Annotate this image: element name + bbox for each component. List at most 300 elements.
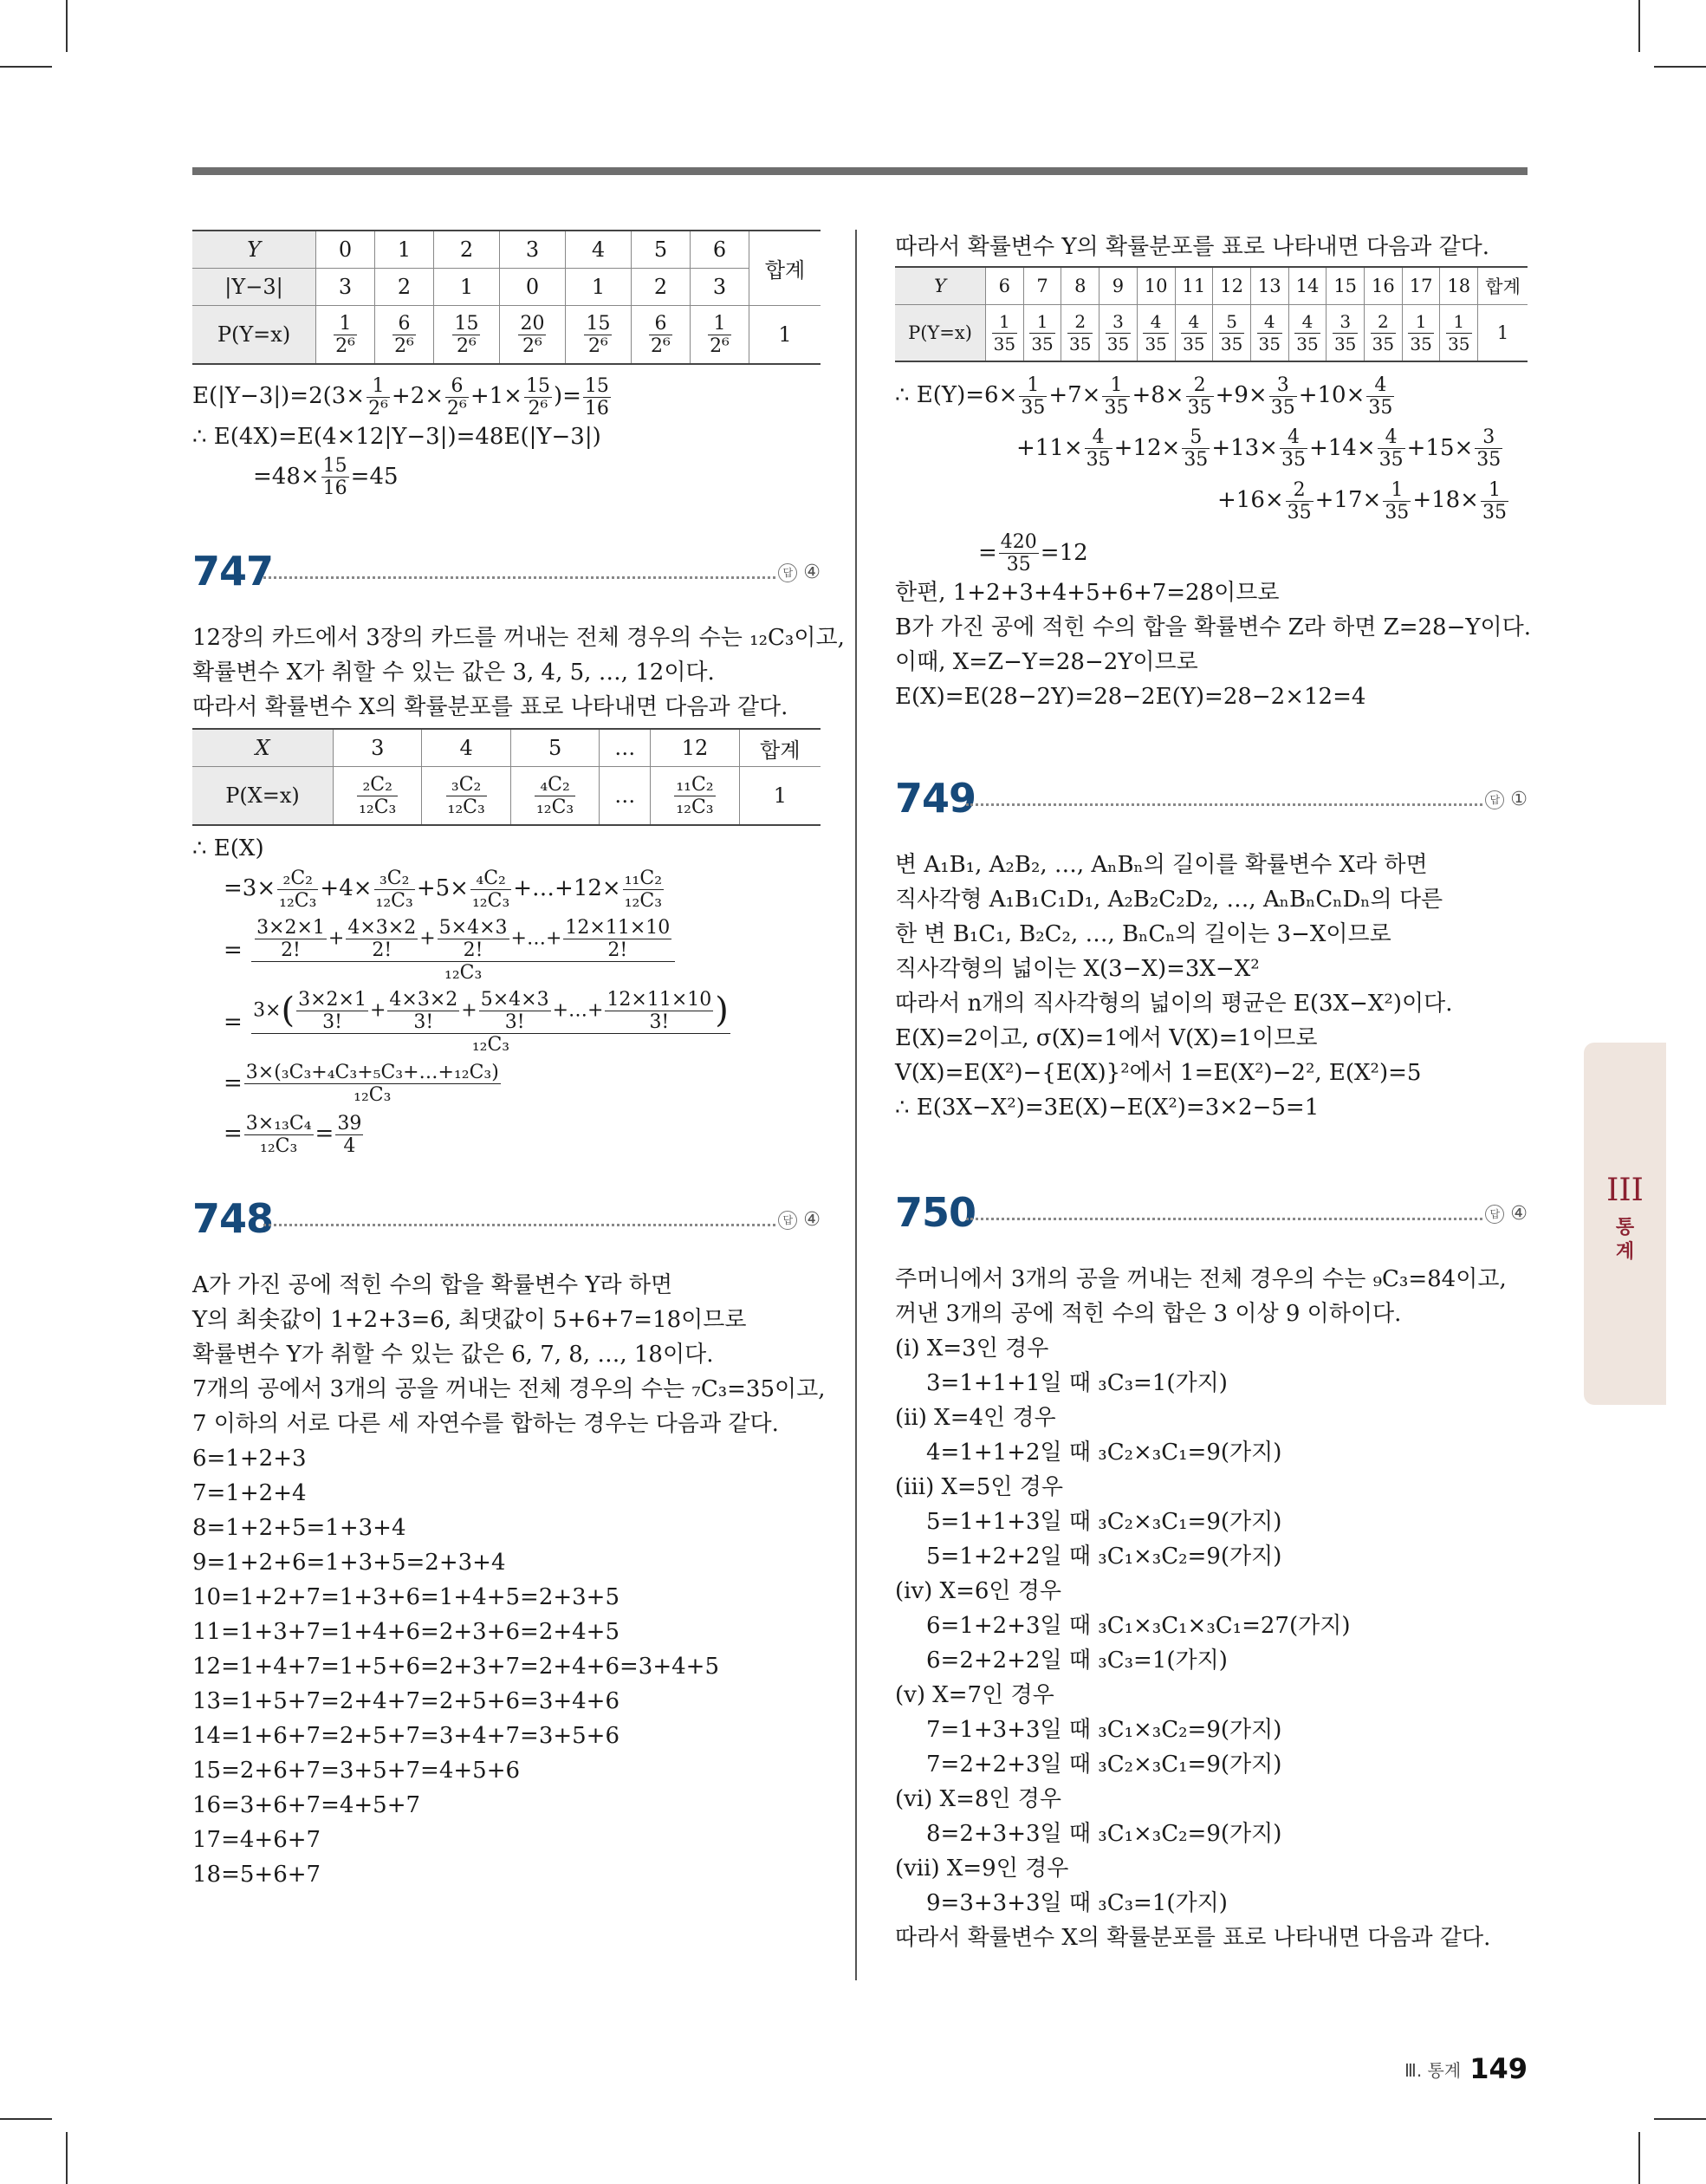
denominator: ₁₂C₃ xyxy=(535,796,574,818)
crop-mark xyxy=(1638,0,1640,52)
table-cell: 3 xyxy=(690,269,749,306)
table-cell xyxy=(334,767,422,826)
table-cell: 16 xyxy=(1365,267,1403,305)
section-header-749 xyxy=(895,775,1528,832)
denominator: 35 xyxy=(1145,333,1167,354)
crop-mark xyxy=(66,2132,68,2184)
numerator: ₂C₂ xyxy=(357,774,398,796)
compound-fraction xyxy=(251,917,675,984)
denominator: 35 xyxy=(1106,333,1130,354)
numerator: ₁₁C₂ xyxy=(676,773,714,796)
crop-mark xyxy=(1654,66,1706,68)
numerator: 3 xyxy=(1106,311,1131,334)
denominator: 35 xyxy=(1333,333,1357,354)
section-header-747 xyxy=(192,548,821,605)
math-text: +15× xyxy=(1406,434,1474,461)
text-line: 9=1+2+6=1+3+5=2+3+4 xyxy=(192,1549,506,1576)
table-cell xyxy=(422,767,510,826)
math-text: =45 xyxy=(350,463,399,490)
numerator: 1 xyxy=(1446,311,1471,334)
section-header-750 xyxy=(895,1189,1528,1246)
numerator: 3 xyxy=(1475,426,1502,449)
math-text: +…+ xyxy=(510,927,562,949)
page-number: 149 xyxy=(1469,2052,1528,2085)
footer-section: Ⅲ. 통계 xyxy=(1404,2059,1462,2081)
denominator: 2! xyxy=(281,939,301,961)
math-text: = xyxy=(224,1069,243,1096)
denominator: 4 xyxy=(343,1134,356,1157)
fraction xyxy=(1366,374,1394,419)
denominator: 35 xyxy=(1476,449,1502,471)
fraction xyxy=(445,375,469,419)
fraction xyxy=(296,989,368,1033)
table-cell: X xyxy=(192,729,334,767)
denominator: ₁₂C₃ xyxy=(471,1033,510,1056)
text-line: 17=4+6+7 xyxy=(192,1826,321,1853)
text-line: 변 A₁B₁, A₂B₂, …, AₙBₙ의 길이를 확률변수 X라 하면 xyxy=(895,852,1428,878)
denominator: 35 xyxy=(1183,333,1205,354)
fraction xyxy=(535,774,575,818)
table-cell: Y xyxy=(192,231,316,269)
denominator: 2⁶ xyxy=(710,335,730,357)
fraction xyxy=(583,375,611,419)
math-line xyxy=(192,454,821,500)
denominator: 3! xyxy=(504,1011,525,1033)
section-number: 747 xyxy=(192,548,274,595)
denominator: ₁₂C₃ xyxy=(676,796,714,818)
text-line: 18=5+6+7 xyxy=(192,1861,321,1888)
numerator: 15 xyxy=(584,374,609,397)
crop-mark xyxy=(66,0,68,52)
numerator: 1 xyxy=(1019,374,1047,397)
denominator: 35 xyxy=(1184,449,1209,471)
numerator: 15 xyxy=(525,374,550,397)
table-cell xyxy=(316,306,375,365)
math-line xyxy=(192,917,821,984)
fraction xyxy=(1408,311,1433,355)
denominator: 35 xyxy=(1270,396,1295,419)
math-text: +13× xyxy=(1211,434,1278,461)
table-cell xyxy=(1175,305,1213,362)
chapter-label: 통계 xyxy=(1615,1217,1635,1263)
math-text: +1× xyxy=(470,383,522,409)
chapter-numeral: III xyxy=(1606,1173,1644,1208)
numerator: 15 xyxy=(322,455,347,477)
math-text: =12 xyxy=(1040,539,1088,566)
numerator: 4 xyxy=(1294,311,1320,334)
text-line: 13=1+5+7=2+4+7=2+5+6=3+4+6 xyxy=(192,1687,620,1714)
text-line: 확률변수 Y가 취할 수 있는 값은 6, 7, 8, …, 18이다. xyxy=(192,1341,714,1368)
numerator xyxy=(251,917,675,962)
case-line: 5=1+2+2일 때 ₃C₁×₃C₂=9(가지) xyxy=(926,1544,1282,1570)
math-text: + xyxy=(461,999,477,1021)
numerator: 4 xyxy=(1181,311,1206,334)
table-cell: 5 xyxy=(510,729,599,767)
answer-value: ④ xyxy=(803,1208,821,1231)
fraction xyxy=(674,774,715,818)
math-text: )= xyxy=(553,383,581,409)
numerator: 15 xyxy=(454,312,479,335)
table-cell: 5 xyxy=(631,231,690,269)
table-cell: 18 xyxy=(1440,267,1478,305)
numerator: 1 xyxy=(1102,374,1130,397)
fraction xyxy=(708,313,731,357)
table-cell: 0 xyxy=(316,231,375,269)
table-cell: 0 xyxy=(499,269,565,306)
denominator: ₁₂C₃ xyxy=(444,961,483,984)
text-line: 10=1+2+7=1+3+6=1+4+5=2+3+5 xyxy=(192,1583,620,1610)
math-line xyxy=(895,478,1528,523)
table-cell xyxy=(1099,305,1138,362)
math-text: +4× xyxy=(320,875,373,901)
math-text: +10× xyxy=(1298,382,1365,408)
table-cell xyxy=(1288,305,1327,362)
fraction xyxy=(524,375,552,419)
table-cell xyxy=(1061,305,1099,362)
dotted-leader xyxy=(263,576,775,579)
numerator: 2 xyxy=(1371,311,1396,334)
fraction xyxy=(1186,374,1214,419)
fraction xyxy=(392,313,416,357)
fraction xyxy=(1294,311,1320,355)
fraction xyxy=(1257,311,1282,355)
denominator: 2⁶ xyxy=(651,335,671,357)
text-line: Y의 최솟값이 1+2+3=6, 최댓값이 5+6+7=18이므로 xyxy=(192,1306,747,1333)
page-footer xyxy=(1404,2052,1528,2085)
math-text: =3× xyxy=(224,875,276,901)
table-cell: 1 xyxy=(749,306,821,365)
numerator: 4 xyxy=(1085,426,1112,449)
numerator: 4×3×2 xyxy=(389,988,458,1011)
denominator: 35 xyxy=(1296,333,1319,354)
text-line: 따라서 확률변수 X의 확률분포를 표로 나타내면 다음과 같다. xyxy=(192,694,788,720)
table-cell: 6 xyxy=(986,267,1024,305)
fraction xyxy=(366,375,390,419)
denominator: 2! xyxy=(463,939,483,961)
numerator: 5 xyxy=(1219,311,1244,334)
section-number: 748 xyxy=(192,1194,274,1242)
header-rule xyxy=(192,167,1528,175)
numerator: 12×11×10 xyxy=(565,916,671,939)
numerator: 6 xyxy=(649,313,672,335)
numerator: 1 xyxy=(992,311,1017,334)
text-line: 한 변 B₁C₁, B₂C₂, …, BₙCₙ의 길이는 3−X이므로 xyxy=(895,921,1391,947)
table-cell: 3 xyxy=(316,269,375,306)
table-cell: 2 xyxy=(433,231,499,269)
fraction xyxy=(1143,311,1168,355)
table-cell xyxy=(433,306,499,365)
fraction xyxy=(1286,479,1314,523)
fraction xyxy=(335,1113,363,1157)
answer-value: ④ xyxy=(803,562,821,583)
answer-icon: 답 xyxy=(1485,790,1504,809)
table-total-header: 합계 xyxy=(749,231,821,306)
fraction xyxy=(605,989,713,1033)
math-text: = xyxy=(224,1121,243,1147)
table-cell: 12 xyxy=(651,729,739,767)
numerator: ₄C₂ xyxy=(535,774,575,796)
numerator: 2 xyxy=(1286,479,1314,502)
case-line: 7=2+2+3일 때 ₃C₂×₃C₁=9(가지) xyxy=(926,1752,1282,1778)
math-line xyxy=(192,989,821,1056)
denominator: ₁₂C₃ xyxy=(447,796,485,818)
text-line: 7 이하의 서로 다른 세 자연수를 합하는 경우는 다음과 같다. xyxy=(192,1410,779,1437)
denominator: 35 xyxy=(1410,333,1432,354)
denominator: 2! xyxy=(607,939,628,961)
math-text: +7× xyxy=(1048,382,1101,408)
answer-value: ④ xyxy=(1510,1203,1528,1225)
fraction xyxy=(649,313,672,357)
table-cell xyxy=(986,305,1024,362)
numerator: 3×₁₃C₄ xyxy=(245,1112,312,1134)
fraction xyxy=(357,774,398,818)
text-line: V(X)=E(X²)−{E(X)}²에서 1=E(X²)−2², E(X²)=5 xyxy=(895,1060,1422,1086)
text-line: 14=1+6+7=2+5+7=3+4+7=3+5+6 xyxy=(192,1722,620,1749)
numerator: 20 xyxy=(520,312,545,335)
math-text: +…+12× xyxy=(513,875,621,901)
table-cell: … xyxy=(600,767,651,826)
fraction xyxy=(563,917,671,961)
math-text: +2× xyxy=(391,383,444,409)
numerator: 39 xyxy=(337,1112,362,1134)
numerator: ₂C₂ xyxy=(277,868,318,890)
dotted-leader xyxy=(966,1218,1482,1220)
text-line: E(X)=E(28−2Y)=28−2E(Y)=28−2×12=4 xyxy=(895,684,1366,710)
numerator: 3 xyxy=(1333,311,1358,334)
crop-mark xyxy=(0,66,52,68)
denominator: 35 xyxy=(1187,396,1212,419)
table-cell xyxy=(374,306,433,365)
denominator: 35 xyxy=(1482,501,1507,523)
case-line: 3=1+1+1일 때 ₃C₃=1(가지) xyxy=(926,1370,1228,1396)
fraction xyxy=(1219,311,1244,355)
math-text: +16× xyxy=(1217,487,1284,513)
table-row xyxy=(895,267,1528,305)
math-text: +12× xyxy=(1113,434,1181,461)
denominator: 3! xyxy=(322,1011,342,1033)
table-cell xyxy=(1250,305,1288,362)
fraction xyxy=(1383,479,1411,523)
left-column xyxy=(192,230,845,1892)
case-heading: (ⅳ) X=6인 경우 xyxy=(895,1578,1062,1604)
denominator: 2⁶ xyxy=(522,335,542,357)
math-text: +17× xyxy=(1314,487,1382,513)
table-cell xyxy=(631,306,690,365)
numerator: 3×2×1 xyxy=(256,916,325,939)
denominator: 2! xyxy=(372,939,392,961)
denominator: 16 xyxy=(322,478,347,499)
fraction xyxy=(334,313,357,357)
fraction xyxy=(438,917,509,961)
case-line: 6=2+2+2일 때 ₃C₃=1(가지) xyxy=(926,1648,1228,1674)
fraction xyxy=(446,774,487,818)
answer-icon: 답 xyxy=(778,1211,797,1230)
numerator: 1 xyxy=(1383,479,1411,502)
numerator: ₃C₂ xyxy=(446,774,487,796)
numerator: 1 xyxy=(366,375,390,398)
text-line: A가 가진 공에 적힌 수의 합을 확률변수 Y라 하면 xyxy=(192,1271,673,1298)
table-cell: 9 xyxy=(1099,267,1138,305)
denominator: 35 xyxy=(1104,396,1129,419)
numerator: 6 xyxy=(445,375,469,398)
denominator: 35 xyxy=(1281,449,1306,471)
table-cell xyxy=(1440,305,1478,362)
numerator: 1 xyxy=(1029,311,1054,334)
text-line: 따라서 확률변수 X의 확률분포를 표로 나타내면 다음과 같다. xyxy=(895,1925,1491,1951)
fraction xyxy=(277,868,318,912)
table-row xyxy=(192,767,821,826)
table-cell xyxy=(1213,305,1251,362)
denominator: 3! xyxy=(413,1011,434,1033)
table-cell: 3 xyxy=(334,729,422,767)
table-cell: 1 xyxy=(565,269,631,306)
table-cell: 10 xyxy=(1137,267,1175,305)
denominator: ₁₂C₃ xyxy=(279,889,317,912)
math-text: +5× xyxy=(416,875,469,901)
numerator: 5×4×3 xyxy=(480,988,549,1011)
case-line: 8=2+3+3일 때 ₃C₁×₃C₂=9(가지) xyxy=(926,1821,1282,1847)
denominator: 35 xyxy=(1006,554,1031,575)
table-cell: … xyxy=(600,729,651,767)
fraction xyxy=(387,989,459,1033)
table-cell: 12 xyxy=(1213,267,1251,305)
text-line: B가 가진 공에 적힌 수의 합을 확률변수 Z라 하면 Z=28−Y이다. xyxy=(895,614,1532,640)
numerator: 2 xyxy=(1186,374,1214,397)
math-line xyxy=(192,1061,821,1107)
crop-mark xyxy=(0,2118,52,2120)
table-cell: 6 xyxy=(690,231,749,269)
fraction xyxy=(584,313,612,357)
table-cell: P(X=x) xyxy=(192,767,334,826)
case-line: 7=1+3+3일 때 ₃C₁×₃C₂=9(가지) xyxy=(926,1717,1282,1743)
paren-open: ( xyxy=(281,990,295,1030)
answer-marker xyxy=(1485,1203,1528,1225)
fraction xyxy=(1106,311,1131,355)
fraction xyxy=(374,868,415,912)
text-line: 6=1+2+3 xyxy=(192,1445,307,1472)
text-line: 8=1+2+5=1+3+4 xyxy=(192,1514,406,1541)
fraction xyxy=(321,455,349,499)
denominator: ₁₂C₃ xyxy=(354,1084,392,1106)
math-text: E(|Y−3|)=2(3× xyxy=(192,383,366,409)
text-line: 12장의 카드에서 3장의 카드를 꺼내는 전체 경우의 수는 ₁₂C₃이고, xyxy=(192,625,845,651)
case-heading: (ⅴ) X=7인 경우 xyxy=(895,1682,1054,1708)
crop-mark xyxy=(1654,2118,1706,2120)
fraction xyxy=(1475,426,1502,471)
answer-value: ① xyxy=(1510,789,1528,810)
table-cell xyxy=(1402,305,1440,362)
denominator: 2⁶ xyxy=(528,397,548,419)
denominator: 2⁶ xyxy=(447,397,467,419)
denominator: 2⁶ xyxy=(394,335,414,357)
dotted-leader xyxy=(966,803,1482,806)
numerator: 4 xyxy=(1143,311,1168,334)
text-line: 확률변수 X가 취할 수 있는 값은 3, 4, 5, …, 12이다. xyxy=(192,660,715,686)
math-text: ∴ E(Y)=6× xyxy=(895,382,1018,408)
numerator: 3×(₃C₃+₄C₃+₅C₃+…+₁₂C₃) xyxy=(245,1062,499,1083)
denominator: 35 xyxy=(1021,396,1046,419)
table-cell: 14 xyxy=(1288,267,1327,305)
fraction xyxy=(1371,311,1396,355)
numerator: 1 xyxy=(334,313,357,335)
table-cell xyxy=(565,306,631,365)
denominator: 35 xyxy=(1287,501,1312,523)
fraction xyxy=(470,868,511,912)
fraction xyxy=(518,313,546,357)
math-line: ∴ E(4X)=E(4×12|Y−3|)=48E(|Y−3|) xyxy=(192,423,601,450)
fraction xyxy=(452,313,480,357)
numerator: ₄C₂ xyxy=(470,868,511,890)
denominator: 2⁶ xyxy=(335,335,355,357)
math-line xyxy=(192,374,821,419)
fraction xyxy=(1085,426,1112,471)
table-cell: 3 xyxy=(499,231,565,269)
math-text: + xyxy=(369,999,386,1021)
section-number: 750 xyxy=(895,1189,976,1236)
denominator: ₁₂C₃ xyxy=(359,796,397,818)
math-line xyxy=(895,530,1528,576)
denominator: 2⁶ xyxy=(457,335,477,357)
denominator: 35 xyxy=(1368,396,1393,419)
denominator: 16 xyxy=(584,397,609,419)
denominator: ₁₂C₃ xyxy=(260,1134,298,1157)
text-line: 16=3+6+7=4+5+7 xyxy=(192,1791,421,1818)
fraction xyxy=(1029,311,1054,355)
fraction xyxy=(999,531,1039,575)
answer-marker xyxy=(1485,789,1528,810)
numerator: 12×11×10 xyxy=(607,988,712,1011)
numerator: 420 xyxy=(1000,531,1037,553)
table-cell: 17 xyxy=(1402,267,1440,305)
section-header-748 xyxy=(192,1195,821,1252)
table-cell xyxy=(690,306,749,365)
table-cell xyxy=(1023,305,1061,362)
numerator: 6 xyxy=(392,313,416,335)
denominator: 2⁶ xyxy=(588,335,608,357)
distribution-table-y xyxy=(192,230,821,365)
fraction xyxy=(1182,426,1210,471)
math-text: = xyxy=(315,1121,334,1147)
table-row xyxy=(192,306,821,365)
numerator: 3 xyxy=(1269,374,1297,397)
denominator: 35 xyxy=(1086,449,1111,471)
table-cell: 13 xyxy=(1250,267,1288,305)
case-heading: (ⅵ) X=8인 경우 xyxy=(895,1786,1062,1812)
table-row xyxy=(192,729,821,767)
math-text: +18× xyxy=(1412,487,1479,513)
case-line: 9=3+3+3일 때 ₃C₃=1(가지) xyxy=(926,1890,1228,1916)
fraction xyxy=(255,917,327,961)
math-line xyxy=(192,1111,821,1157)
table-cell: 4 xyxy=(565,231,631,269)
denominator: 35 xyxy=(993,333,1016,354)
math-line xyxy=(895,373,1528,419)
denominator: 2⁶ xyxy=(368,397,388,419)
fraction xyxy=(1333,311,1358,355)
fraction xyxy=(1481,479,1508,523)
math-line xyxy=(192,866,821,912)
math-text: 3× xyxy=(253,999,282,1021)
table-row xyxy=(895,305,1528,362)
numerator: 4 xyxy=(1378,426,1405,449)
table-cell xyxy=(651,767,739,826)
math-text: +14× xyxy=(1308,434,1376,461)
table-cell xyxy=(499,306,565,365)
numerator: ₃C₂ xyxy=(374,868,415,890)
table-cell: 8 xyxy=(1061,267,1099,305)
crop-mark xyxy=(1638,2132,1640,2184)
denominator: 35 xyxy=(1069,333,1092,354)
